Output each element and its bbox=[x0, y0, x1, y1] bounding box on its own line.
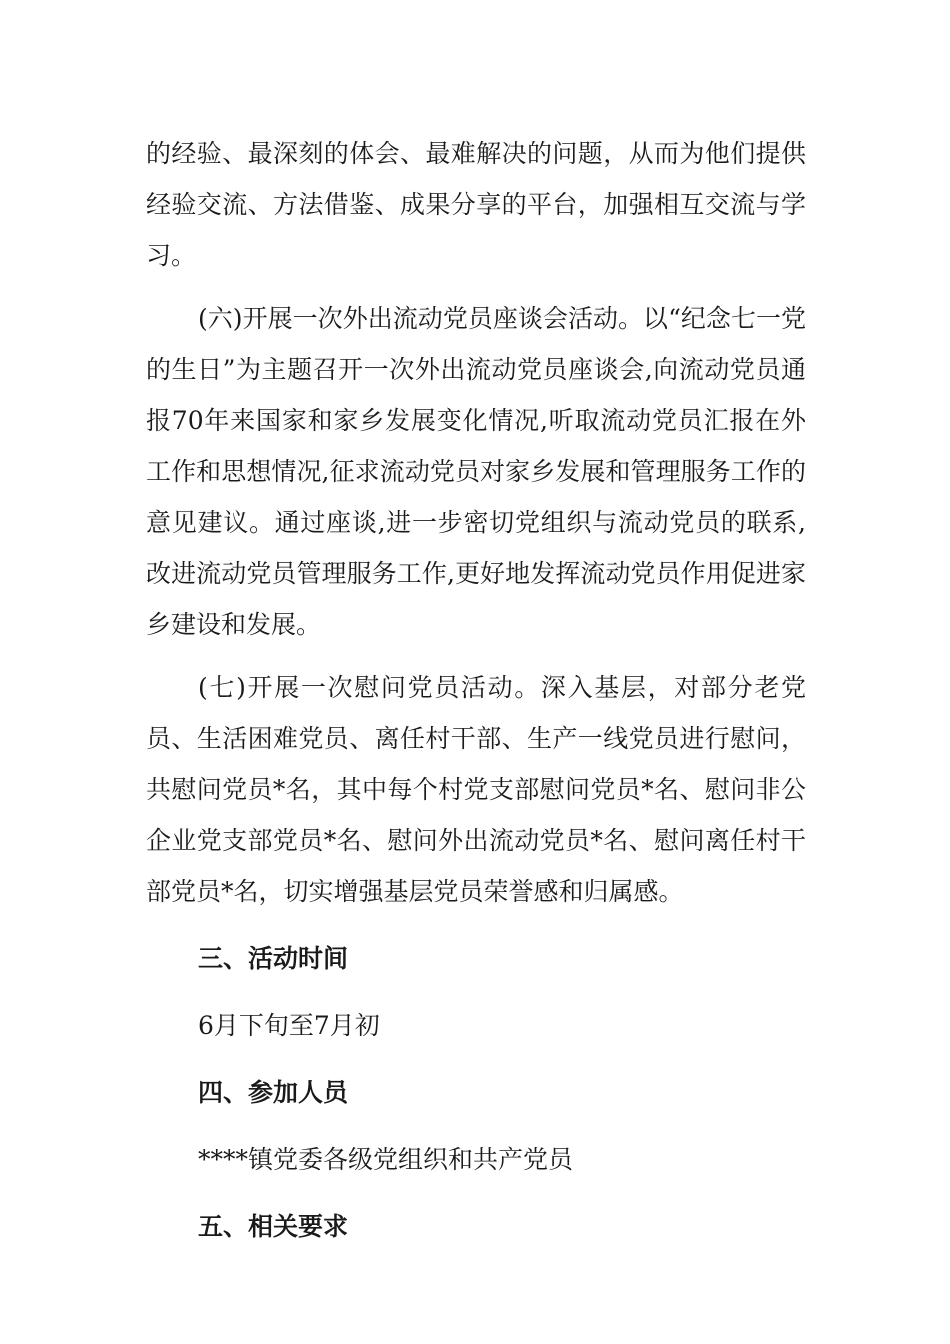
participants-text: ****镇党委各级党组织和共产党员 bbox=[198, 1145, 574, 1174]
section-heading-activity-time: 三、活动时间 bbox=[198, 944, 349, 973]
paragraph-item-seven: (七)开展一次慰问党员活动。深入基层，对部分老党员、生活困难党员、离任村干部、生产一线党员进行慰问，共慰问党员*名，其中每个村党支部慰问党员*名、慰问非公企业党支部党员*名、慰问外出流动党员*名、慰问离任村干部党员*名，切实增强基层党员荣誉感和归属感。 bbox=[146, 673, 806, 906]
section-heading-participants: 四、参加人员 bbox=[198, 1078, 349, 1107]
section-heading-requirements: 五、相关要求 bbox=[198, 1212, 349, 1241]
document-body bbox=[146, 128, 806, 1252]
activity-time-text: 6月下旬至7月初 bbox=[198, 1011, 380, 1040]
paragraph-item-six: (六)开展一次外出流动党员座谈会活动。以“纪念七一党的生日”为主题召开一次外出流动党员座谈会,向流动党员通报70年来国家和家乡发展变化情况,听取流动党员汇报在外工作和思想情况,征求流动党员对家乡发展和管理服务工作的意见建议。通过座谈,进一步密切党组织与流动党员的联系,改进流动党员管理服务工作,更好地发挥流动党员作用促进家乡建设和发展。 bbox=[146, 304, 806, 639]
paragraph-continuation: 的经验、最深刻的体会、最难解决的问题，从而为他们提供经验交流、方法借鉴、成果分享的平台，加强相互交流与学习。 bbox=[146, 139, 806, 270]
